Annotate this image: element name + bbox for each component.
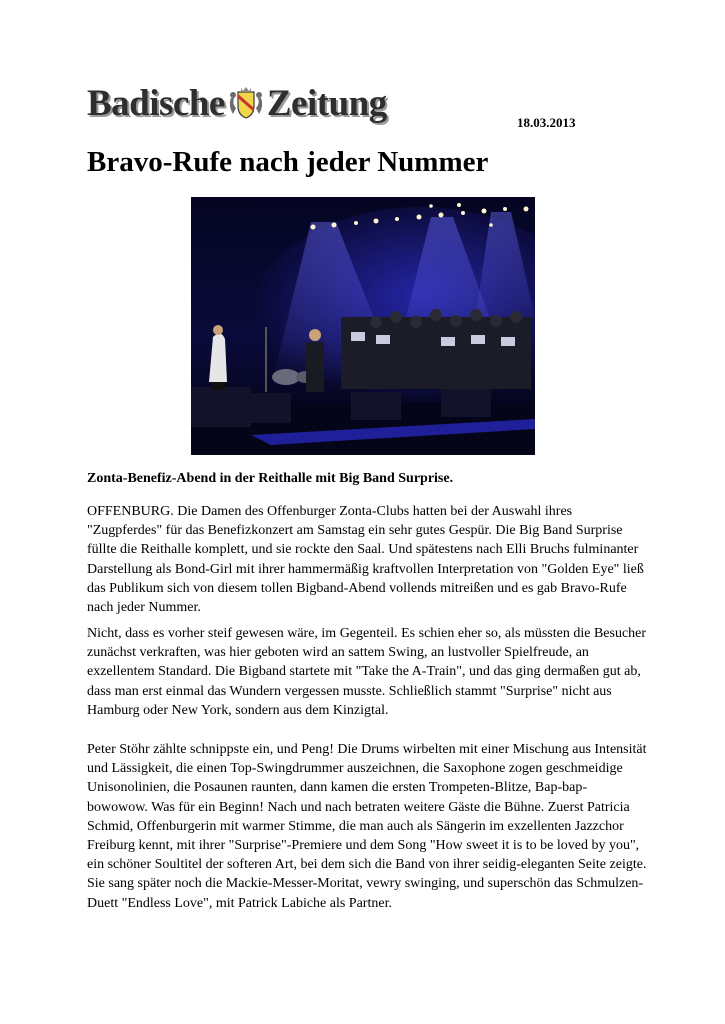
article-headline: Bravo-Rufe nach jeder Nummer: [87, 146, 489, 178]
article-paragraph: Nicht, dass es vorher steif gewesen wäre, im Gegenteil. Es schien eher so, als müssten die Besucher zunächst verkraften, was hier geboten wird an sattem Swing, an lustvoller Spielfreude, an exzellentem Standard. Die Bigband startete mit "Take the A-Train", und das ging dermaßen gut ab, dass man erst einmal das Wundern vergessen musste. Schließlich stammt "Surprise" nicht aus Hamburg oder New York, sondern aus dem Kinzigtal.: [87, 626, 647, 718]
coat-of-arms-icon: [227, 84, 265, 122]
masthead-name-right: Zeitung: [266, 82, 387, 124]
article-subheadline: Zonta-Benefiz-Abend in der Reithalle mit Big Band Surprise.: [87, 471, 454, 486]
article-paragraph: OFFENBURG. Die Damen des Offenburger Zonta-Clubs hatten bei der Auswahl ihres "Zugpferdes" für das Benefizkonzert am Samstag ein sehr gutes Gespür. Die Big Band Surprise füllte die Reithalle komplett, und sie rockte den Saal. Und spätestens nach Elli Bruchs fulminanter Darstellung als Bond-Girl mit ihrer hammermäßig kraftvollen Interpretation von "Golden Eye" ließ das Publikum sich von diesem tollen Bigband-Abend vollends mitreißen und es gab Bravo-Rufe nach jeder Nummer.: [87, 504, 644, 616]
concert-stage-photo: [191, 197, 535, 455]
article-date: 18.03.2013: [517, 115, 576, 130]
newspaper-masthead: [87, 80, 399, 126]
masthead-name-left: Badische: [87, 82, 225, 124]
article-paragraph: Peter Stöhr zählte schnippste ein, und Peng! Die Drums wirbelten mit einer Mischung aus Intensität und Lässigkeit, die einen Top-Swingdrummer auszeichnen, die Saxophone zogen geschmeidige Unisonolinien, die Posaunen raunten, dann kamen die ersten Trompeten-Blitze, Bap-bap-bowowow. Was für ein Beginn! Nach und nach betraten weitere Gäste die Bühne. Zuerst Patricia Schmid, Offenburgerin mit warmer Stimme, die man auch als Sängerin im exzellenten Jazzchor Freiburg kennt, mit ihrer "Surprise"-Premiere und dem Song "How sweet it is to be loved by you", ein schöner Soultitel der softeren Art, bei dem sich die Band von ihrer seidig-eleganten Seite zeigte. Sie sang später noch die Mackie-Messer-Moritat, vewry swinging, und superschön das Schmulzen-Duett "Endless Love", mit Patrick Labiche als Partner.: [87, 742, 647, 911]
